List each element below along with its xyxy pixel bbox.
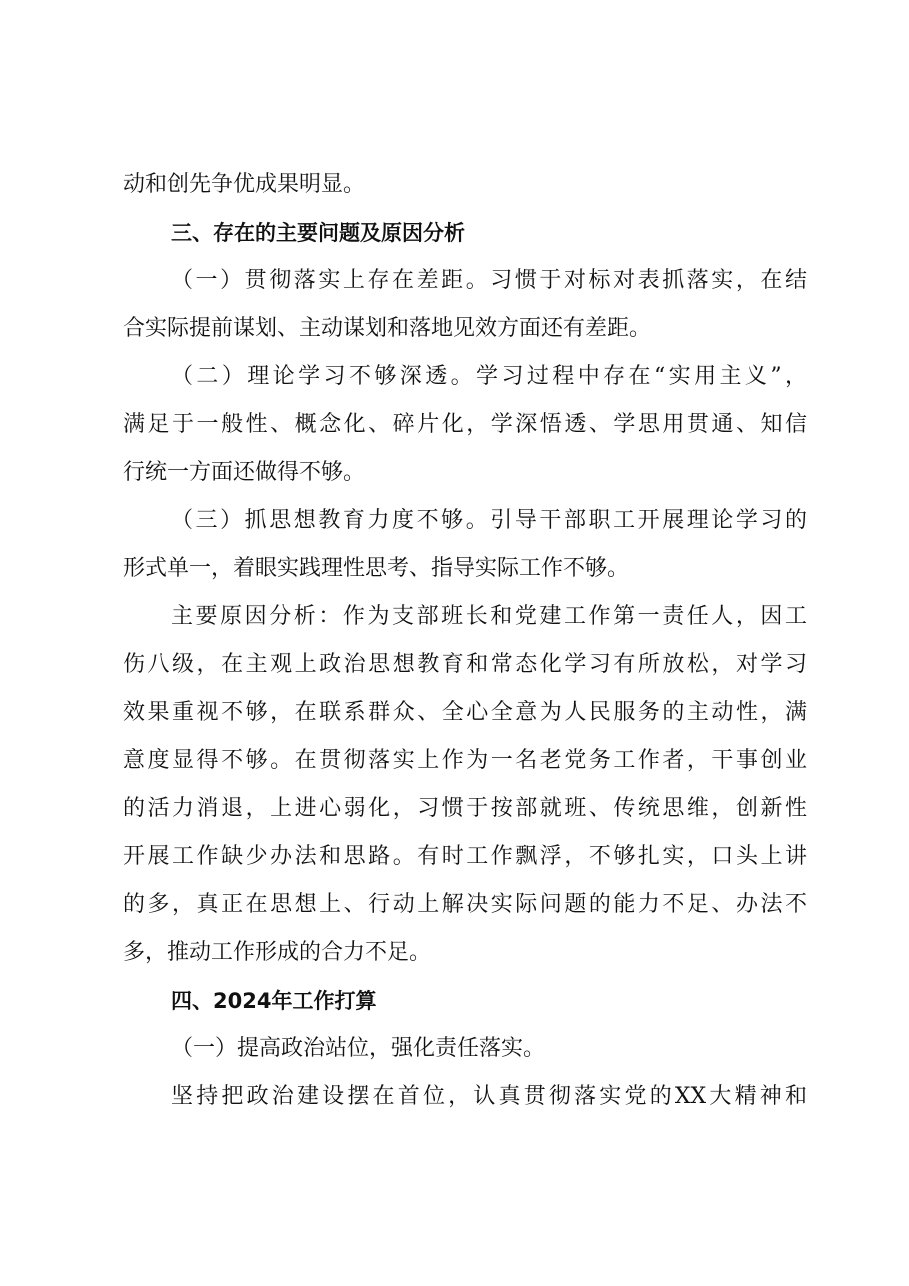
section-heading-problems: 三、存在的主要问题及原因分析: [171, 221, 465, 245]
paragraph-line: 行统一方面还做得不够。: [123, 460, 366, 485]
paragraph-line: 效果重视不够，在联系群众、全心全意为人民服务的主动性，满: [123, 700, 807, 725]
paragraph-line: （三）抓思想教育力度不够。引导干部职工开展理论学习的: [171, 508, 807, 533]
paragraph-line: 意度显得不够。在贯彻落实上作为一名老党务工作者，干事创业: [123, 748, 807, 773]
paragraph-line: 形式单一，着眼实践理性思考、指导实际工作不够。: [123, 556, 630, 581]
paragraph-line: （二）理论学习不够深透。学习过程中存在“实用主义”，: [171, 364, 807, 389]
paragraph-line: 满足于一般性、概念化、碎片化，学深悟透、学思用贯通、知信: [123, 412, 807, 437]
section-heading-plans: 四、2024年工作打算: [171, 989, 377, 1013]
paragraph-line: 合实际提前谋划、主动谋划和落地见效方面还有差距。: [123, 316, 652, 341]
paragraph-line: 的活力消退，上进心弱化，习惯于按部就班、传统思维，创新性: [123, 796, 807, 821]
paragraph-line: 多，推动工作形成的合力不足。: [123, 940, 432, 965]
paragraph-line: 开展工作缺少办法和思路。有时工作飘浮，不够扎实，口头上讲: [123, 844, 807, 869]
paragraph-line: 动和创先争优成果明显。: [123, 172, 366, 197]
paragraph-line: 坚持把政治建设摆在首位，认真贯彻落实党的XX大精神和: [171, 1084, 807, 1109]
paragraph-line: 的多，真正在思想上、行动上解决实际问题的能力不足、办法不: [123, 892, 807, 917]
paragraph-line: （一）提高政治站位，强化责任落实。: [171, 1036, 546, 1061]
paragraph-line: （一）贯彻落实上存在差距。习惯于对标对表抓落实，在结: [171, 268, 807, 293]
paragraph-line: 主要原因分析：作为支部班长和党建工作第一责任人，因工: [171, 604, 807, 629]
paragraph-line: 伤八级，在主观上政治思想教育和常态化学习有所放松，对学习: [123, 652, 807, 677]
